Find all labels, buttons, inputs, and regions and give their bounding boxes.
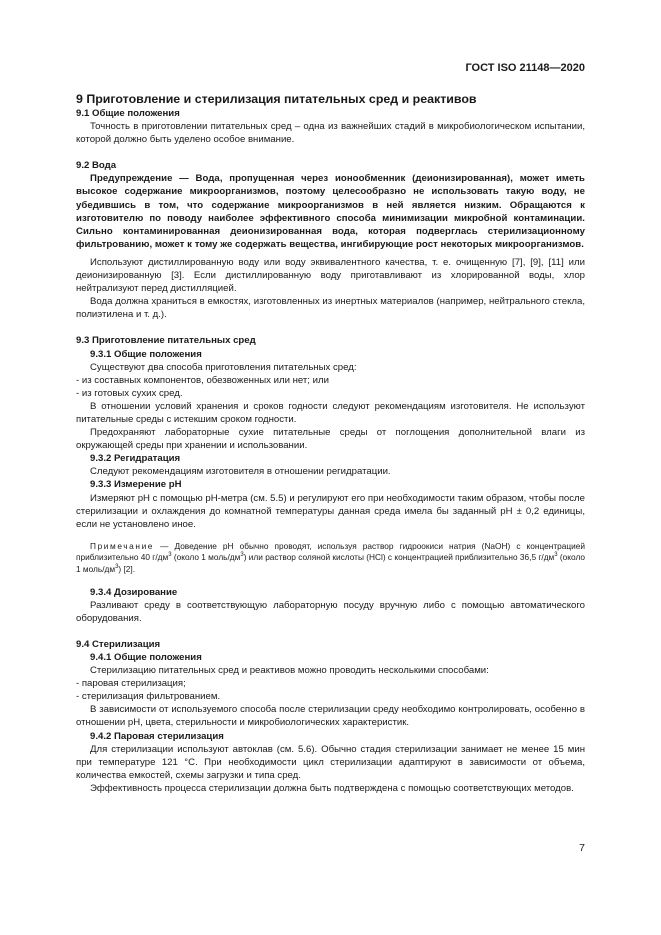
subsection-title: 9.3 Приготовление питательных сред — [76, 335, 256, 347]
subsection-title: 9.1 Общие положения — [76, 108, 180, 119]
clause-title: 9.3.1 Общие положения — [90, 348, 202, 360]
subsection-title: 9.4 Стерилизация — [76, 638, 161, 650]
paragraph: Точность в приготовлении питательных сред – одна из важнейших стадий в микробиологическом испытании, которой должно быть уделено особое внимание. — [76, 121, 585, 146]
paragraph: Измеряют pH с помощью pH-метра (см. 5.5) и регулируют его при необходимости таким образом, чтобы после стерилизации и охлаждения до комнатной температуры данная среда имела бы заданный pH ± 0,2 единицы, если не установлено иное. — [76, 492, 585, 530]
note-paragraph: Примечание — Доведение pH обычно проводят, используя раствор гидроокиси натрия (NaOH) с концентрацией приблизительно 40 $г/дм^3$ (около 1 моль/$дм^3$) или раствор соляной кислоты (HCl) с концентрацией приблизительно 36,5 $г/дм^3$ (около 1 моль/$дм^3$) [2]. — [76, 540, 585, 574]
section-title: 9 Приготовление и стерилизация питательных сред и реактивов — [76, 92, 477, 106]
paragraph: Эффективность процесса стерилизации должна быть подтверждена с помощью соответствующих методов. — [90, 782, 574, 794]
clause-title: 9.3.2 Регидратация — [90, 453, 181, 465]
paragraph: Существуют два способа приготовления питательных сред: — [90, 361, 357, 373]
paragraph: В зависимости от используемого способа после стерилизации среду необходимо контролировать, особенно в отношении pH, цвета, стерильности и микробиологических характеристик. — [76, 704, 585, 729]
list-item: - из готовых сухих сред. — [76, 387, 183, 399]
clause-title: 9.4.2 Паровая стерилизация — [90, 730, 224, 742]
paragraph: Используют дистиллированную воду или воду эквивалентного качества, т. е. очищенную [7], [9], [11] или деионизированную [3]. Если дистиллированную воду приготавливают из хлорированной воды, хлор нейтрализуют перед дистилляцией. — [76, 256, 585, 295]
paragraph: Вода должна храниться в емкостях, изготовленных из инертных материалов (например, нейтрального стекла, полиэтилена и т. д.). — [76, 296, 585, 321]
list-item: - паровая стерилизация; — [76, 678, 186, 690]
list-item: - стерилизация фильтрованием. — [76, 691, 221, 703]
paragraph: В отношении условий хранения и сроков годности следуют рекомендациям изготовителя. Не используют питательные среды с истекшим сроком годности. — [76, 400, 585, 425]
warning-paragraph: Предупреждение — Вода, пропущенная через ионообменник (деионизированная), может иметь высокое содержание микроорганизмов, поэтому целесообразно не использовать такую воду, не убедившись в том, что содержание микроорганизмов в ней является низким. Обращаются к изготовителю по поводу наиболее эффективного способа минимизации микробной контаминации. Сильно контаминированная деионизированная вода, которая подверглась стерилизационному фильтрованию, может к тому же содержать вещества, ингибирующие рост некоторых микроорганизмов. — [76, 173, 585, 250]
clause-title: 9.3.4 Дозирование — [90, 586, 178, 598]
clause-title: 9.3.3 Измерение pH — [90, 479, 182, 491]
page-number: 7 — [579, 842, 585, 854]
document-id: ГОСТ ISO 21148—2020 — [465, 62, 585, 74]
clause-title: 9.4.1 Общие положения — [90, 651, 202, 663]
paragraph: Разливают среду в соответствующую лабораторную посуду вручную либо с помощью автоматического оборудования. — [76, 599, 585, 624]
list-item: - из составных компонентов, обезвоженных или нет; или — [76, 374, 329, 386]
paragraph: Следуют рекомендациям изготовителя в отношении регидратации. — [90, 466, 391, 478]
note-label: Примечание — [90, 540, 155, 551]
paragraph: Для стерилизации используют автоклав (см. 5.6). Обычно стадия стерилизации занимает не менее 15 мин при температуре 121 °C. При необходимости цикл стерилизации адаптируют в зависимости от объема, количества емкостей, схемы загрузки и типа сред. — [76, 743, 585, 781]
document-body — [76, 92, 585, 795]
paragraph: Предохраняют лабораторные сухие питательные среды от поглощения дополнительной влаги из окружающей среды при хранении и использовании. — [76, 427, 585, 452]
paragraph: Стерилизацию питательных сред и реактивов можно проводить несколькими способами: — [90, 665, 489, 677]
subsection-title: 9.2 Вода — [76, 160, 117, 172]
